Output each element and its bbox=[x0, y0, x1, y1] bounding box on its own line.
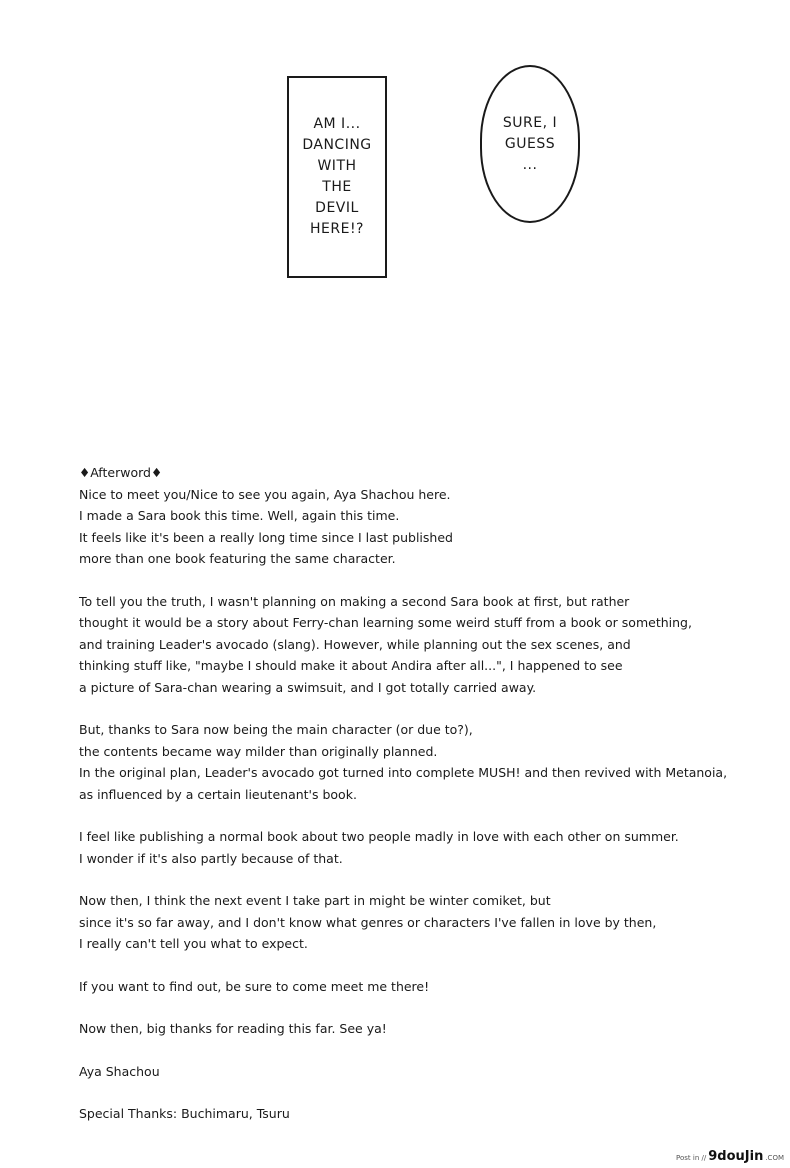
afterword-line: I wonder if it's also partly because of that. bbox=[79, 850, 343, 866]
afterword-line: Now then, big thanks for reading this far. See ya! bbox=[79, 1021, 387, 1036]
afterword-line: If you want to find out, be sure to come meet me there! bbox=[79, 978, 430, 994]
speech-balloon-right bbox=[480, 65, 580, 223]
afterword-paragraph bbox=[79, 719, 769, 805]
speech-text-right bbox=[503, 113, 557, 176]
afterword-paragraph bbox=[79, 1103, 769, 1125]
afterword-heading: ♦Afterword♦ bbox=[79, 465, 163, 480]
afterword-line: I feel like publishing a normal book about two people madly in love with each other on summer. bbox=[79, 829, 679, 844]
afterword-paragraph bbox=[79, 890, 769, 955]
speech-line: THE bbox=[322, 179, 352, 195]
afterword-line: and training Leader's avocado (slang). However, while planning out the sex scenes, and bbox=[79, 636, 631, 652]
afterword-paragraph bbox=[79, 1018, 769, 1040]
speech-text-left bbox=[302, 114, 371, 240]
speech-line: DANCING bbox=[302, 137, 372, 153]
afterword-paragraph bbox=[79, 976, 769, 998]
afterword-line: In the original plan, Leader's avocado got turned into complete MUSH! and then revived with Metanoia, bbox=[79, 765, 728, 780]
afterword-line: the contents became way milder than originally planned. bbox=[79, 743, 438, 759]
afterword-line: It feels like it's been a really long time since I last published bbox=[79, 529, 453, 545]
afterword-paragraph bbox=[79, 591, 769, 699]
afterword-line: a picture of Sara-chan wearing a swimsuit, and I got totally carried away. bbox=[79, 679, 537, 695]
afterword-line: thought it would be a story about Ferry-chan learning some weird stuff from a book or something, bbox=[79, 615, 692, 630]
afterword-line: since it's so far away, and I don't know what genres or characters I've fallen in love by then, bbox=[79, 914, 657, 930]
speech-box-left bbox=[287, 76, 387, 278]
speech-line: ... bbox=[522, 156, 538, 173]
afterword-line: Special Thanks: Buchimaru, Tsuru bbox=[79, 1106, 290, 1121]
afterword-paragraph bbox=[79, 484, 769, 570]
afterword-body bbox=[79, 484, 769, 1125]
afterword-line: To tell you the truth, I wasn't planning on making a second Sara book at first, but rather bbox=[79, 593, 630, 609]
afterword-line: But, thanks to Sara now being the main character (or due to?), bbox=[79, 722, 473, 737]
speech-line: DEVIL bbox=[315, 200, 359, 216]
speech-line: SURE, I bbox=[502, 114, 558, 131]
afterword-line: I really can't tell you what to expect. bbox=[79, 936, 308, 951]
afterword-paragraph bbox=[79, 826, 769, 869]
afterword-line: more than one book featuring the same character. bbox=[79, 551, 396, 566]
afterword-line: thinking stuff like, "maybe I should make it about Andira after all...", I happened to see bbox=[79, 658, 623, 673]
speech-line: GUESS bbox=[504, 135, 556, 152]
afterword-line: Nice to meet you/Nice to see you again, Aya Shachou here. bbox=[79, 486, 451, 502]
afterword-section bbox=[79, 462, 769, 1146]
speech-line: WITH bbox=[317, 158, 357, 174]
afterword-line: Now then, I think the next event I take part in might be winter comiket, but bbox=[79, 893, 551, 908]
watermark bbox=[676, 1149, 784, 1164]
watermark-brand: 9douJin bbox=[708, 1149, 764, 1164]
watermark-suffix: .COM bbox=[765, 1154, 784, 1162]
speech-line: HERE!? bbox=[310, 221, 364, 237]
afterword-paragraph bbox=[79, 1061, 769, 1083]
watermark-prefix: Post in // bbox=[676, 1154, 707, 1162]
speech-line: AM I... bbox=[313, 116, 361, 132]
afterword-line: as influenced by a certain lieutenant's book. bbox=[79, 786, 357, 802]
afterword-line: I made a Sara book this time. Well, again this time. bbox=[79, 508, 400, 523]
afterword-line: Aya Shachou bbox=[79, 1063, 160, 1079]
